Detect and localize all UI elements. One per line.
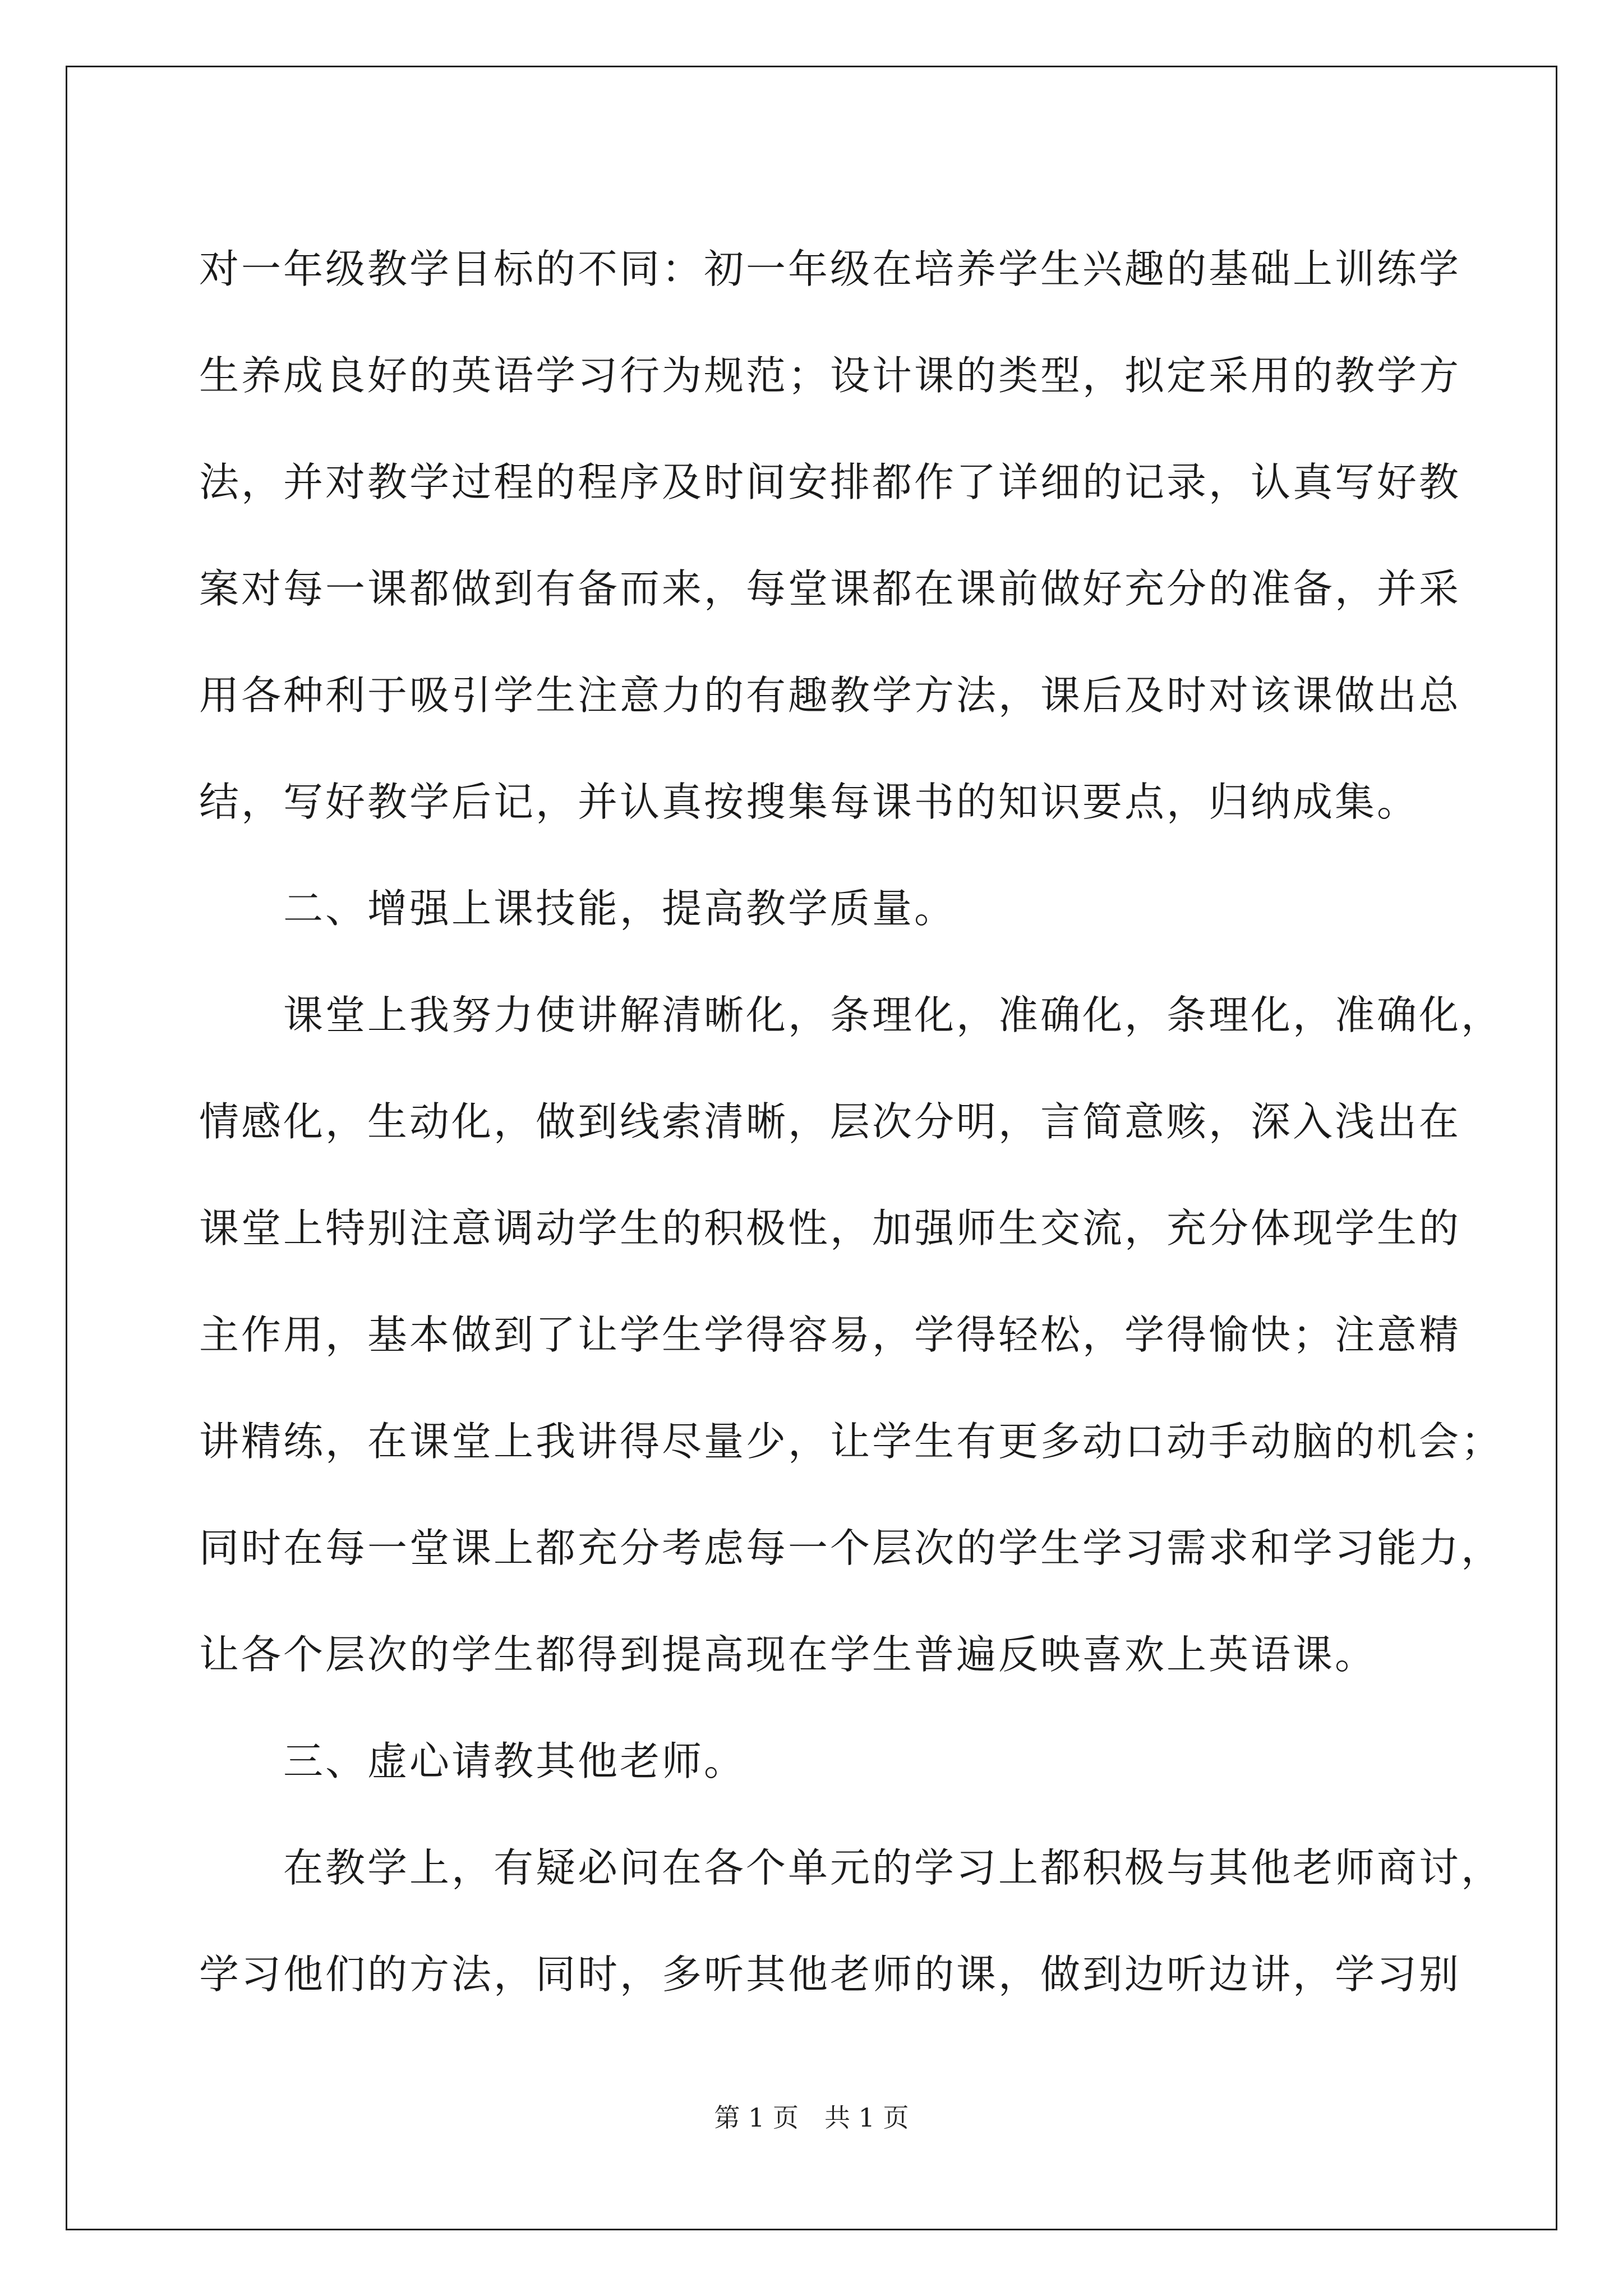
text-line: 结，写好教学后记，并认真按搜集每课书的知识要点，归纳成集。 <box>199 779 1419 825</box>
section-heading: 二、增强上课技能，提高教学质量。 <box>283 885 957 932</box>
text-line: 讲精练，在课堂上我讲得尽量少，让学生有更多动口动手动脑的机会； <box>199 1418 1504 1465</box>
text-line: 课堂上特别注意调动学生的积极性，加强师生交流，充分体现学生的 <box>199 1205 1461 1251</box>
text-line: 用各种利于吸引学生注意力的有趣教学方法，课后及时对该课做出总 <box>199 672 1461 719</box>
text-line: 主作用，基本做到了让学生学得容易，学得轻松，学得愉快；注意精 <box>199 1312 1461 1358</box>
text-line: 对一年级教学目标的不同：初一年级在培养学生兴趣的基础上训练学 <box>199 246 1461 292</box>
text-line: 同时在每一堂课上都充分考虑每一个层次的学生学习需求和学习能力， <box>199 1525 1504 1571</box>
text-line: 情感化，生动化，做到线索清晰，层次分明，言简意赅，深入浅出在 <box>199 1098 1461 1145</box>
text-line: 在教学上，有疑必问在各个单元的学习上都积极与其他老师商讨， <box>283 1844 1504 1891</box>
text-line: 课堂上我努力使讲解清晰化，条理化，准确化，条理化，准确化， <box>283 992 1504 1038</box>
page-number-footer: 第 1 页 共 1 页 <box>714 2102 909 2133</box>
text-line: 生养成良好的英语学习行为规范；设计课的类型，拟定采用的教学方 <box>199 352 1461 399</box>
section-heading: 三、虚心请教其他老师。 <box>283 1738 746 1784</box>
text-line: 案对每一课都做到有备而来，每堂课都在课前做好充分的准备，并采 <box>199 565 1461 612</box>
text-line: 学习他们的方法，同时，多听其他老师的课，做到边听边讲，学习别 <box>199 1951 1461 1998</box>
document-body <box>199 216 1504 2028</box>
text-line: 让各个层次的学生都得到提高现在学生普遍反映喜欢上英语课。 <box>199 1631 1377 1678</box>
text-line: 法，并对教学过程的程序及时间安排都作了详细的记录，认真写好教 <box>199 459 1461 505</box>
